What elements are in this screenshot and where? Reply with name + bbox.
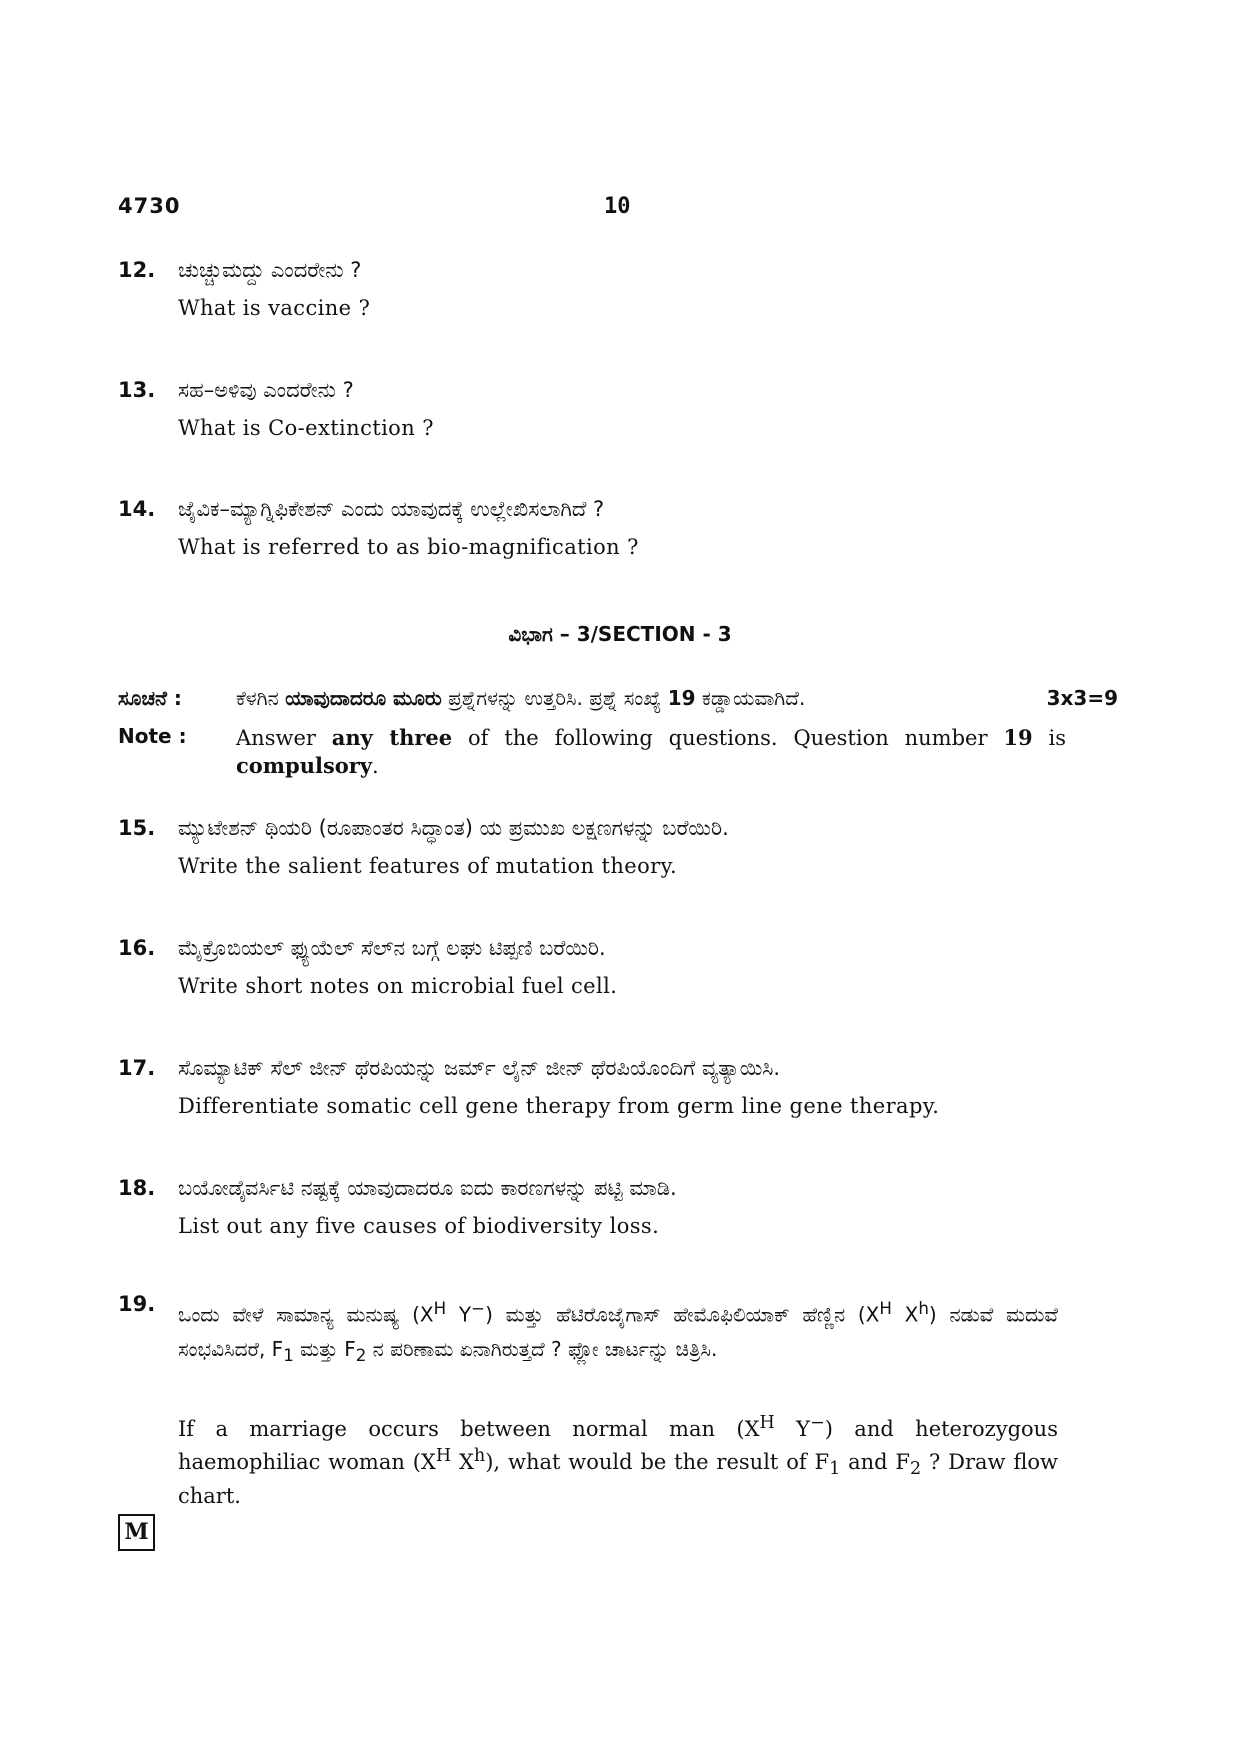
question-text-kannada: ಜೈವಿಕ–ಮ್ಯಾಗ್ನಿಫಿಕೇಶನ್ ಎಂದು ಯಾವುದಕ್ಕೆ ಉಲ್ಲೇಖಿಸಲಾಗಿದೆ ?	[178, 497, 605, 521]
question-number: 19.	[118, 1292, 156, 1316]
question-text-kannada: ಸೊಮ್ಯಾಟಿಕ್ ಸೆಲ್ ಜೀನ್ ಥೆರಪಿಯನ್ನು ಜರ್ಮ್ ಲೈನ್ ಜೀನ್ ಥೆರಪಿಯೊಂದಿಗೆ ವ್ಯತ್ಯಾಯಿಸಿ.	[178, 1056, 781, 1080]
marks-allocation: 3x3=9	[1046, 686, 1118, 710]
question-text-english: Differentiate somatic cell gene therapy from germ line gene therapy.	[178, 1094, 940, 1118]
question-number: 18.	[118, 1176, 156, 1200]
question-text-english: List out any five causes of biodiversity loss.	[178, 1214, 660, 1238]
question-number: 15.	[118, 816, 156, 840]
question-text-english: What is vaccine ?	[178, 296, 371, 320]
question-text-english: What is referred to as bio-magnification ?	[178, 535, 639, 559]
question-text-kannada: ಒಂದು ವೇಳೆ ಸಾಮಾನ್ಯ ಮನುಷ್ಯ ($X^H$ Y−) ಮತ್ತು ಹೆಟಿರೊಜೈಗಾಸ್ ಹೇಮೊಫಿಲಿಯಾಕ್ ಹೆಣ್ಣಿನ ($X^H$ $X^h$) ನಡುವೆ ಮದುವೆ ಸಂಭವಿಸಿದರೆ, $F_1$ ಮತ್ತು $F_2$ ನ ಪರಿಣಾಮ ಏನಾಗಿರುತ್ತದೆ ? ಫ್ಲೋ ಚಾರ್ಟನ್ನು ಚಿತ್ರಿಸಿ.	[178, 1299, 1058, 1365]
note-text-kannada: ಕೆಳಗಿನ ಯಾವುದಾದರೂ ಮೂರು ಪ್ರಶ್ನೆಗಳನ್ನು ಉತ್ತರಿಸಿ. ಪ್ರಶ್ನೆ ಸಂಖ್ಯೆ 19 ಕಡ್ಡಾಯವಾಗಿದೆ.	[236, 686, 806, 710]
paper-code: 4730	[118, 194, 181, 218]
question-text-kannada: ಬಯೋಡೈವರ್ಸಿಟಿ ನಷ್ಟಕ್ಕೆ ಯಾವುದಾದರೂ ಐದು ಕಾರಣಗಳನ್ನು ಪಟ್ಟಿ ಮಾಡಿ.	[178, 1176, 677, 1200]
question-number: 16.	[118, 936, 156, 960]
question-text-english: If a marriage occurs between normal man ($X^H$ Y−) and heterozygous haemophiliac woman ($X^H$ $X^h$), what would be the result of $F_1$ and $F_2$ ? Draw flow chart.	[178, 1413, 1058, 1509]
question-number: 13.	[118, 378, 156, 402]
question-text-kannada: ಚುಚ್ಚುಮದ್ದು ಎಂದರೇನು ?	[178, 258, 362, 282]
note-label-kannada: ಸೂಚನೆ :	[118, 686, 182, 710]
note-text-english: Answer any three of the following questions. Question number 19 is compulsory.	[236, 725, 1066, 778]
question-number: 14.	[118, 497, 156, 521]
question-text-kannada: ಸಹ–ಅಳಿವು ಎಂದರೇನು ?	[178, 378, 354, 402]
note-label-english: Note :	[118, 724, 187, 748]
question-text-english: What is Co-extinction ?	[178, 416, 434, 440]
question-text-english: Write short notes on microbial fuel cell.	[178, 974, 618, 998]
question-text-english: Write the salient features of mutation theory.	[178, 854, 678, 878]
page-header	[118, 194, 1118, 224]
question-number: 17.	[118, 1056, 156, 1080]
question-text-kannada: ಮೈಕ್ರೊಬಿಯಲ್ ಫ್ಯುಯೆಲ್ ಸೆಲ್‌ನ ಬಗ್ಗೆ ಲಘು ಟಿಪ್ಪಣಿ ಬರೆಯಿರಿ.	[178, 936, 606, 960]
question-text-kannada: ಮ್ಯುಟೇಶನ್ ಥಿಯರಿ (ರೂಪಾಂತರ ಸಿದ್ಧಾಂತ) ಯ ಪ್ರಮುಖ ಲಕ್ಷಣಗಳನ್ನು ಬರೆಯಿರಿ.	[178, 816, 729, 840]
question-number: 12.	[118, 258, 156, 282]
section-title: ವಿಭಾಗ – 3/SECTION - 3	[508, 622, 732, 646]
page-number: 10	[604, 194, 631, 219]
medium-mark-box: M	[118, 1514, 155, 1551]
